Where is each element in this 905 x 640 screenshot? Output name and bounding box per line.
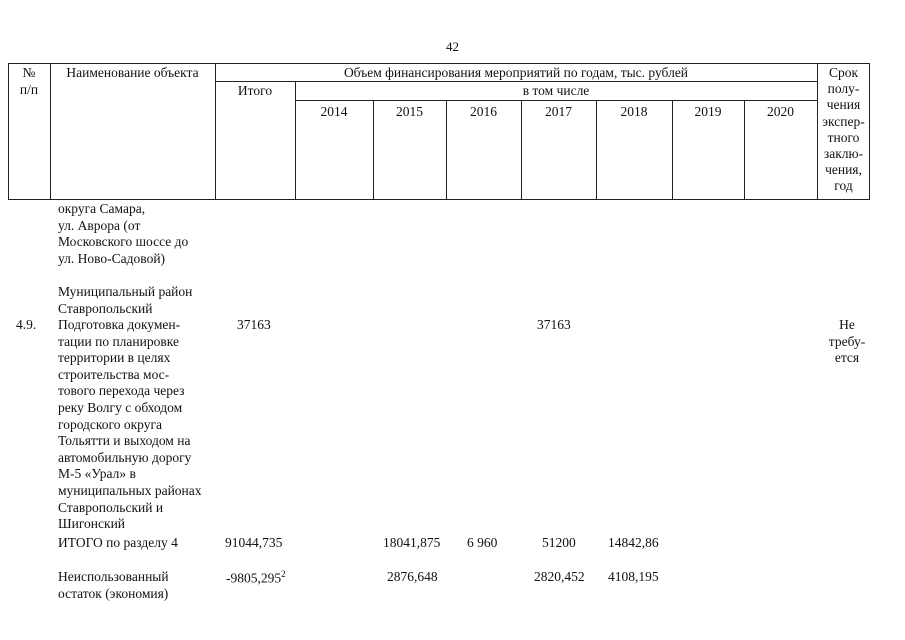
total-row-label: ИТОГО по разделу 4 [58, 535, 178, 550]
unused-row-label: Неиспользованный остаток (экономия) [58, 569, 169, 601]
unused-row-2018: 4108,195 [608, 569, 659, 584]
row-4-9-2017: 37163 [537, 317, 571, 332]
header-year-2016: 2016 [470, 104, 497, 119]
total-row-2018: 14842,86 [608, 535, 659, 550]
total-row-2016: 6 960 [467, 535, 498, 550]
continuation-text: округа Самара, ул. Аврора (от Московского шоссе до ул. Ново-Садовой) [58, 201, 189, 266]
header-year-2017: 2017 [545, 104, 572, 119]
header-year-2014: 2014 [320, 104, 348, 119]
municipal-district: Муниципальный район Ставропольский [58, 284, 193, 316]
header-year-2018: 2018 [620, 104, 648, 119]
header-name: Наименование объекта [66, 65, 199, 80]
unused-row-total [226, 569, 286, 587]
header-total: Итого [237, 83, 273, 98]
unused-row-total-value: -9805,295 [226, 570, 282, 586]
row-4-9-deadline: Не требу- ется [828, 317, 866, 366]
header-volume: Объем финансирования мероприятий по годам, тыс. рублей [343, 65, 689, 80]
row-4-9-total: 37163 [237, 317, 271, 332]
header-year-2019: 2019 [694, 104, 722, 119]
header-num: № п/п [19, 65, 39, 97]
row-4-9-name: Подготовка докумен- тации по планировке территории в целях строительства мос- тового перехода через реку Волгу с обходом городского округа Тольятти и выходом на автомобильную дорогу М-5 «Урал» в муниципальных районах Ставропольский и Шигонский [58, 317, 202, 532]
total-row-2017: 51200 [542, 535, 576, 550]
total-row-2015: 18041,875 [383, 535, 441, 550]
header-year-2020: 2020 [767, 104, 794, 119]
header-deadline: Срок полу- чения экспер- тного заклю- чения, год [822, 65, 865, 194]
header-year-2015: 2015 [396, 104, 423, 119]
total-row-total: 91044,735 [225, 535, 283, 550]
unused-row-2017: 2820,452 [534, 569, 585, 584]
row-4-9-num: 4.9. [16, 317, 37, 332]
page-number: 42 [446, 39, 459, 54]
unused-row-2015: 2876,648 [387, 569, 438, 584]
footnote-marker: 2 [281, 569, 286, 579]
header-in-that: в том числе [522, 83, 590, 98]
